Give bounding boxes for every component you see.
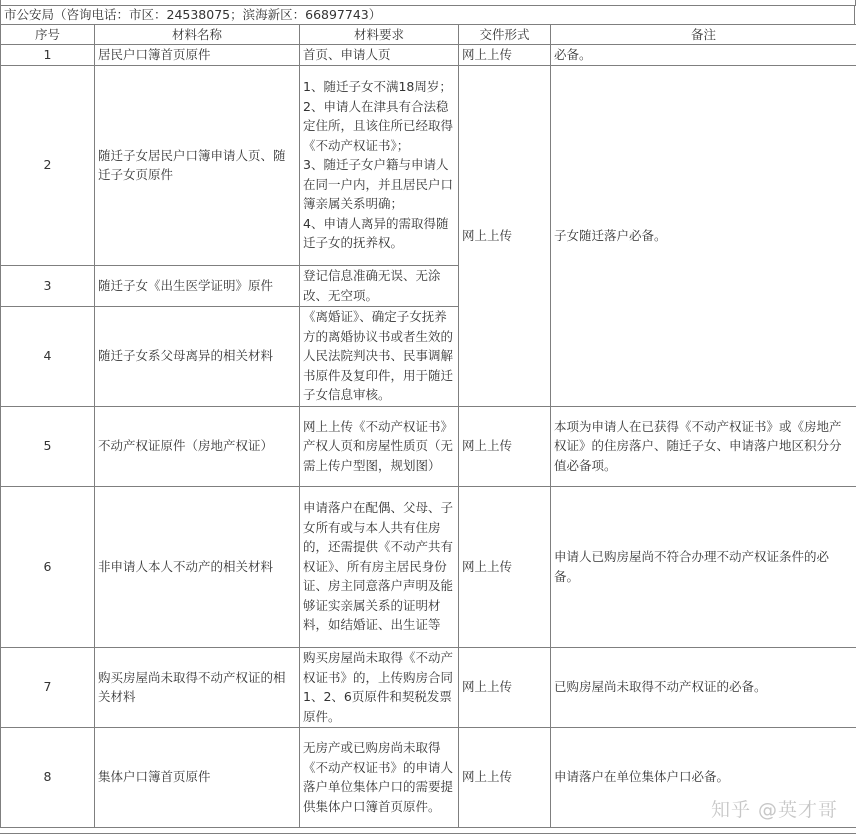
row-no: 4 bbox=[1, 306, 95, 406]
row-note: 申请人已购房屋尚不符合办理不动产权证条件的必备。 bbox=[551, 486, 856, 647]
row-note: 申请落户在单位集体户口必备。 bbox=[551, 727, 856, 827]
row-no: 8 bbox=[1, 727, 95, 827]
row-form: 网上上传 bbox=[459, 647, 551, 727]
col-header-no: 序号 bbox=[1, 25, 95, 45]
row-form: 网上上传 bbox=[459, 486, 551, 647]
row-name: 随迁子女《出生医学证明》原件 bbox=[95, 265, 300, 306]
row-form: 网上上传 bbox=[459, 45, 551, 66]
row-name: 居民户口簿首页原件 bbox=[95, 45, 300, 66]
table-row bbox=[1, 45, 856, 66]
row-name: 不动产权证原件（房地产权证） bbox=[95, 406, 300, 486]
row-note: 子女随迁落户必备。 bbox=[551, 65, 856, 406]
row-req: 《离婚证》、确定子女抚养方的离婚协议书或者生效的人民法院判决书、民事调解书原件及复印件，用于随迁子女信息审核。 bbox=[300, 306, 459, 406]
table-header-row bbox=[1, 25, 856, 45]
row-note: 必备。 bbox=[551, 45, 856, 66]
row-req: 申请落户在配偶、父母、子女所有或与本人共有住房的，还需提供《不动产共有权证》、所有房主居民身份证、房主同意落户声明及能够证实亲属关系的证明材料，如结婚证、出生证等 bbox=[300, 486, 459, 647]
table-row bbox=[1, 647, 856, 727]
table-row bbox=[1, 65, 856, 265]
row-req: 无房产或已购房尚未取得《不动产权证书》的申请人落户单位集体户口的需要提供集体户口簿首页原件。 bbox=[300, 727, 459, 827]
row-req: 登记信息准确无误、无涂改、无空项。 bbox=[300, 265, 459, 306]
materials-table bbox=[0, 24, 856, 828]
row-note: 已购房屋尚未取得不动产权证的必备。 bbox=[551, 647, 856, 727]
row-form: 网上上传 bbox=[459, 406, 551, 486]
table-row bbox=[1, 486, 856, 647]
row-no: 5 bbox=[1, 406, 95, 486]
row-req: 1、随迁子女不满18周岁； 2、申请人在津具有合法稳定住所，且该住所已经取得《不动产权证书》； 3、随迁子女户籍与申请人在同一户内，并且居民户口簿亲属关系明确； 4、申请人离异的需取得随迁子女的抚养权。 bbox=[300, 65, 459, 265]
row-name: 随迁子女居民户口簿申请人页、随迁子女页原件 bbox=[95, 65, 300, 265]
row-form: 网上上传 bbox=[459, 65, 551, 406]
row-req: 首页、申请人页 bbox=[300, 45, 459, 66]
row-no: 6 bbox=[1, 486, 95, 647]
col-header-form: 交件形式 bbox=[459, 25, 551, 45]
row-no: 1 bbox=[1, 45, 95, 66]
row-req: 购买房屋尚未取得《不动产权证书》的，上传购房合同1、2、6页原件和契税发票原件。 bbox=[300, 647, 459, 727]
row-note: 本项为申请人在已获得《不动产权证书》或《房地产权证》的住房落户、随迁子女、申请落户地区积分分值必备项。 bbox=[551, 406, 856, 486]
row-no: 7 bbox=[1, 647, 95, 727]
org-header: 市公安局（咨询电话：市区：24538075；滨海新区：66897743） bbox=[0, 5, 855, 24]
row-name: 购买房屋尚未取得不动产权证的相关材料 bbox=[95, 647, 300, 727]
row-name: 非申请人本人不动产的相关材料 bbox=[95, 486, 300, 647]
row-no: 2 bbox=[1, 65, 95, 265]
table-row bbox=[1, 406, 856, 486]
col-header-name: 材料名称 bbox=[95, 25, 300, 45]
row-no: 3 bbox=[1, 265, 95, 306]
row-req: 网上上传《不动产权证书》产权人页和房屋性质页（无需上传户型图，规划图） bbox=[300, 406, 459, 486]
col-header-note: 备注 bbox=[551, 25, 856, 45]
row-name: 随迁子女系父母离异的相关材料 bbox=[95, 306, 300, 406]
row-form: 网上上传 bbox=[459, 727, 551, 827]
row-name: 集体户口簿首页原件 bbox=[95, 727, 300, 827]
col-header-req: 材料要求 bbox=[300, 25, 459, 45]
watermark: 知乎 @英才哥 bbox=[710, 799, 838, 821]
